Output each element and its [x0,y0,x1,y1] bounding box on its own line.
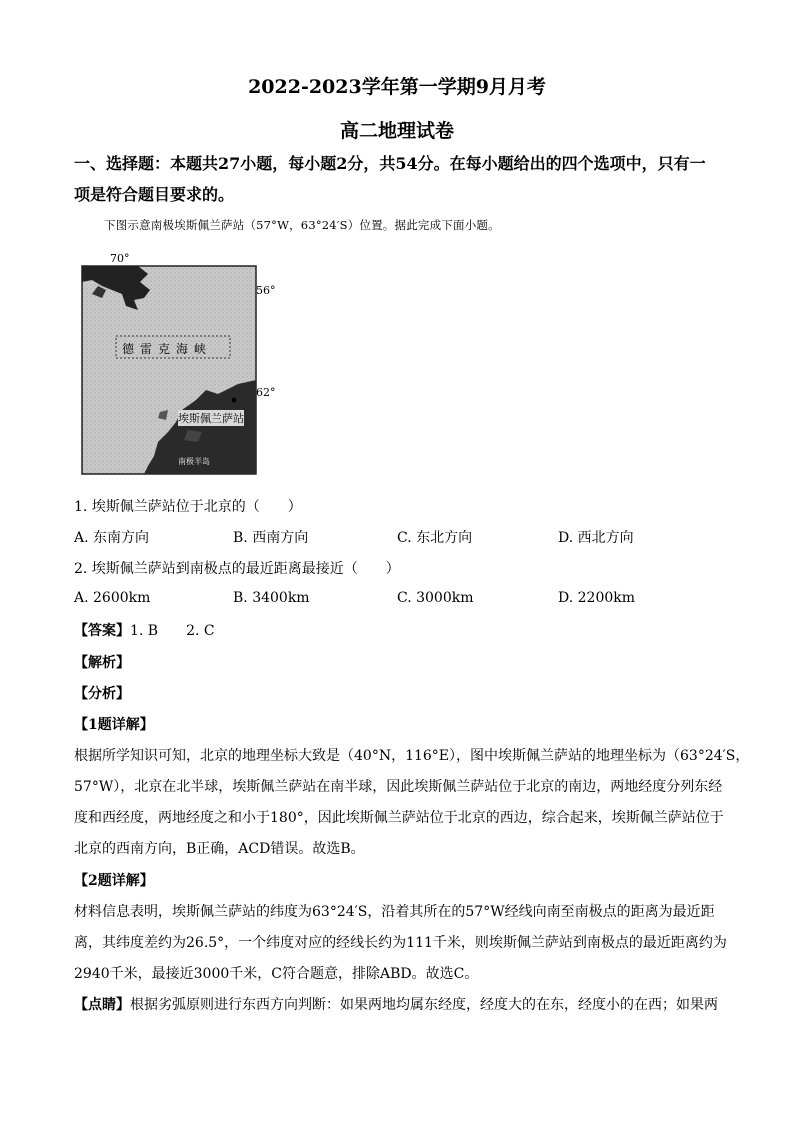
answer-text: 1. B 2. C [130,623,215,639]
question-1-option-d: D. 西北方向 [558,530,634,546]
tip-line [74,994,718,1014]
tip-tag: 【点睛】 [74,997,130,1013]
detail-2-line: 离，其纬度差约为26.5°，一个纬度对应的经线长约为111千米，则埃斯佩兰萨站到南极点的最近距离约为 [74,935,727,951]
question-2-option-a: A. 2600km [74,590,151,606]
analysis-tag: 【解析】 [74,655,130,671]
section-heading-line1: 一、选择题：本题共27小题，每小题2分，共54分。在每小题给出的四个选项中，只有一 [74,154,706,173]
detail-2-tag: 【2题详解】 [74,873,154,889]
answer-line [74,620,215,640]
question-1-option-b: B. 西南方向 [233,530,309,546]
detail-1-line: 北京的西南方向，B正确，ACD错误。故选B。 [74,841,365,857]
question-1-option-a: A. 东南方向 [74,530,150,546]
latitude-label-62: 62° [256,386,276,399]
question-2-option-b: B. 3400km [233,590,310,606]
detail-1-tag: 【1题详解】 [74,717,154,733]
detail-2-line: 材料信息表明，埃斯佩兰萨站的纬度为63°24′S，沿着其所在的57°W经线向南至南极点的距离为最近距 [74,904,715,920]
latitude-label-56: 56° [256,284,276,297]
question-2-option-c: C. 3000km [397,590,474,606]
question-1-option-c: C. 东北方向 [397,530,473,546]
peninsula-label: 南极半岛 [178,457,210,466]
question-intro: 下图示意南极埃斯佩兰萨站（57°W，63°24′S）位置。据此完成下面小题。 [104,218,500,232]
detail-1-line: 根据所学知识可知，北京的地理坐标大致是（40°N，116°E），图中埃斯佩兰萨站的地理坐标为（63°24′S， [74,748,750,764]
exam-title: 2022-2023学年第一学期9月月考 [248,76,546,98]
detail-1-line: 57°W），北京在北半球，埃斯佩兰萨站在南半球，因此埃斯佩兰萨站位于北京的南边，两地经度分列东经 [74,779,723,795]
detail-2-line: 2940千米，最接近3000千米，C符合题意，排除ABD。故选C。 [74,966,479,982]
sea-label: 德雷克海峡 [122,342,213,356]
question-2-stem: 2. 埃斯佩兰萨站到南极点的最近距离最接近（ ） [74,561,400,577]
antarctic-map-figure [78,252,276,476]
latitude-label-70: 70° [110,252,130,265]
exam-subtitle: 高二地理试卷 [339,120,454,142]
map-graphic [78,260,260,476]
station-marker [232,398,237,403]
question-2-option-d: D. 2200km [558,590,636,606]
section-heading-line2: 项是符合题目要求的。 [74,185,235,204]
fenxi-tag: 【分析】 [74,686,130,702]
station-label: 埃斯佩兰萨站 [178,412,244,425]
question-1-stem: 1. 埃斯佩兰萨站位于北京的（ ） [74,499,302,515]
answer-tag: 【答案】 [74,623,130,639]
tip-text: 根据劣弧原则进行东西方向判断：如果两地均属东经度，经度大的在东，经度小的在西；如果两 [130,997,718,1013]
detail-1-line: 度和西经度，两地经度之和小于180°，因此埃斯佩兰萨站位于北京的西边，综合起来，埃斯佩兰萨站位于 [74,810,724,826]
